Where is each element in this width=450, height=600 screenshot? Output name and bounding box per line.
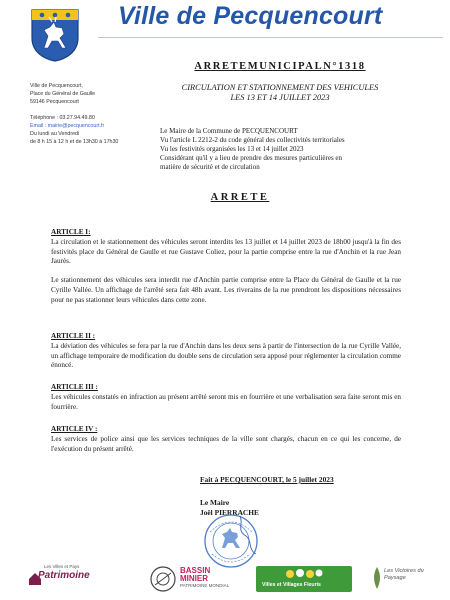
preamble-line: matière de sécurité et de circulation	[160, 163, 260, 171]
article-paragraph: Les véhicules constatés en infraction au présent arrêté seront mis en fourrière et une verbalisation sera faite seront mis en fourrière.	[51, 392, 401, 411]
logo-line2: MINIER	[180, 574, 208, 583]
logo-label: Villes et Villages Fleuris	[262, 582, 321, 588]
preamble-line: Le Maire de la Commune de PECQUENCOURT	[160, 127, 298, 135]
leaf-icon	[372, 566, 382, 590]
logo-line1: BASSIN	[180, 566, 211, 575]
logo-label-small: Les Villes et Pays	[44, 564, 80, 569]
logo-bassin-minier	[150, 564, 230, 594]
logo-villes-villages-fleuris	[256, 566, 352, 592]
coat-of-arms-icon	[30, 8, 80, 62]
signer-role: Le Maire	[200, 498, 230, 507]
decree-preamble	[160, 127, 405, 172]
mairie-name: Ville de Pecquencourt,	[30, 83, 83, 89]
mairie-hours-times: de 8 h 15 à 12 h et de 13h30 à 17h30	[30, 139, 119, 145]
town-title: Ville de Pecquencourt	[118, 2, 383, 30]
decree-title: ARRETE	[210, 192, 270, 203]
logo-label-big: Patrimoine	[38, 570, 90, 581]
signer-name: Joël PIERRACHE	[200, 508, 259, 517]
article-heading: ARTICLE II :	[51, 332, 96, 340]
heritage-icon	[150, 566, 176, 592]
title-divider	[98, 37, 443, 38]
article-heading: ARTICLE IV :	[51, 425, 98, 433]
preamble-line: Considérant qu'il y a lieu de prendre des mesures particulières en	[160, 154, 343, 162]
signature-place-date: Fait à PECQUENCOURT, le 5 juillet 2023	[200, 475, 334, 484]
article-paragraph: Le stationnement des véhicules sera interdit rue d'Anchin partie comprise entre la Place du Général de Gaulle et la rue Cyrille Vallée. Un affichage de l'arrêté sera fait 48h avant. Les riverains de la rue prendront les dispositions nécessaires pour ne pas stationner leurs véhicules dans cette zone.	[51, 276, 401, 304]
article-paragraph: Les services de police ainsi que les services techniques de la ville sont chargés, chacun en ce qui les concerne, de l'exécution du présent arrêté.	[51, 434, 401, 453]
logo-label: Les Victoires du Paysage	[384, 568, 424, 581]
preamble-line: Vu les festivités organisées les 13 et 14 juillet 2023	[160, 145, 304, 153]
article-1	[51, 228, 401, 306]
article-paragraph: La déviation des véhicules se fera par la rue d'Anchin dans les deux sens à partir de l'intersection de la rue Cyrille Vallée, un affichage temporaire de modification du double sens de circulation sera apposé pour réglementer la circulation comme énoncé.	[51, 341, 401, 370]
decree-subject	[135, 83, 425, 103]
footer-logos	[0, 558, 450, 598]
logo-small: PATRIMOINE MONDIAL	[180, 583, 230, 588]
article-3	[51, 383, 401, 412]
flowers-icon	[284, 567, 324, 581]
logo-villes-pays-patrimoine	[28, 564, 113, 594]
mairie-postcode: 59146 Pecquencourt	[30, 99, 79, 105]
mairie-hours-days: Du lundi au Vendredi	[30, 131, 80, 137]
article-4	[51, 425, 401, 454]
decree-subject-line2: LES 13 ET 14 JUILLET 2023	[230, 93, 330, 102]
decree-subject-line1: CIRCULATION ET STATIONNEMENT DES VEHICULES	[181, 83, 379, 92]
article-heading: ARTICLE I:	[51, 228, 91, 236]
logo-victoires-paysage	[372, 564, 432, 594]
article-paragraph: La circulation et le stationnement des véhicules seront interdits les 13 juillet et 14 juillet 2023 de 18h00 jusqu'à la fin des festivités place du Général de Gaulle et rue Gustave Coliez, pour la partie comprise entre la rue d'Anchin et la rue Jean Jaurès.	[51, 237, 401, 266]
article-2	[51, 332, 401, 371]
preamble-line: Vu l'article L 2212-2 du code général des collectivités territoriales	[160, 136, 345, 144]
mairie-address-block	[30, 82, 140, 146]
article-heading: ARTICLE III :	[51, 383, 98, 391]
mairie-street: Place du Général de Gaulle	[30, 91, 96, 97]
mairie-phone: Téléphone : 03.27.94.49.80	[30, 115, 95, 121]
decree-number: ARRETEMUNICIPALN°1318	[194, 61, 366, 72]
mairie-email[interactable]: Email : mairie@pecquencourt.fr	[30, 123, 105, 129]
